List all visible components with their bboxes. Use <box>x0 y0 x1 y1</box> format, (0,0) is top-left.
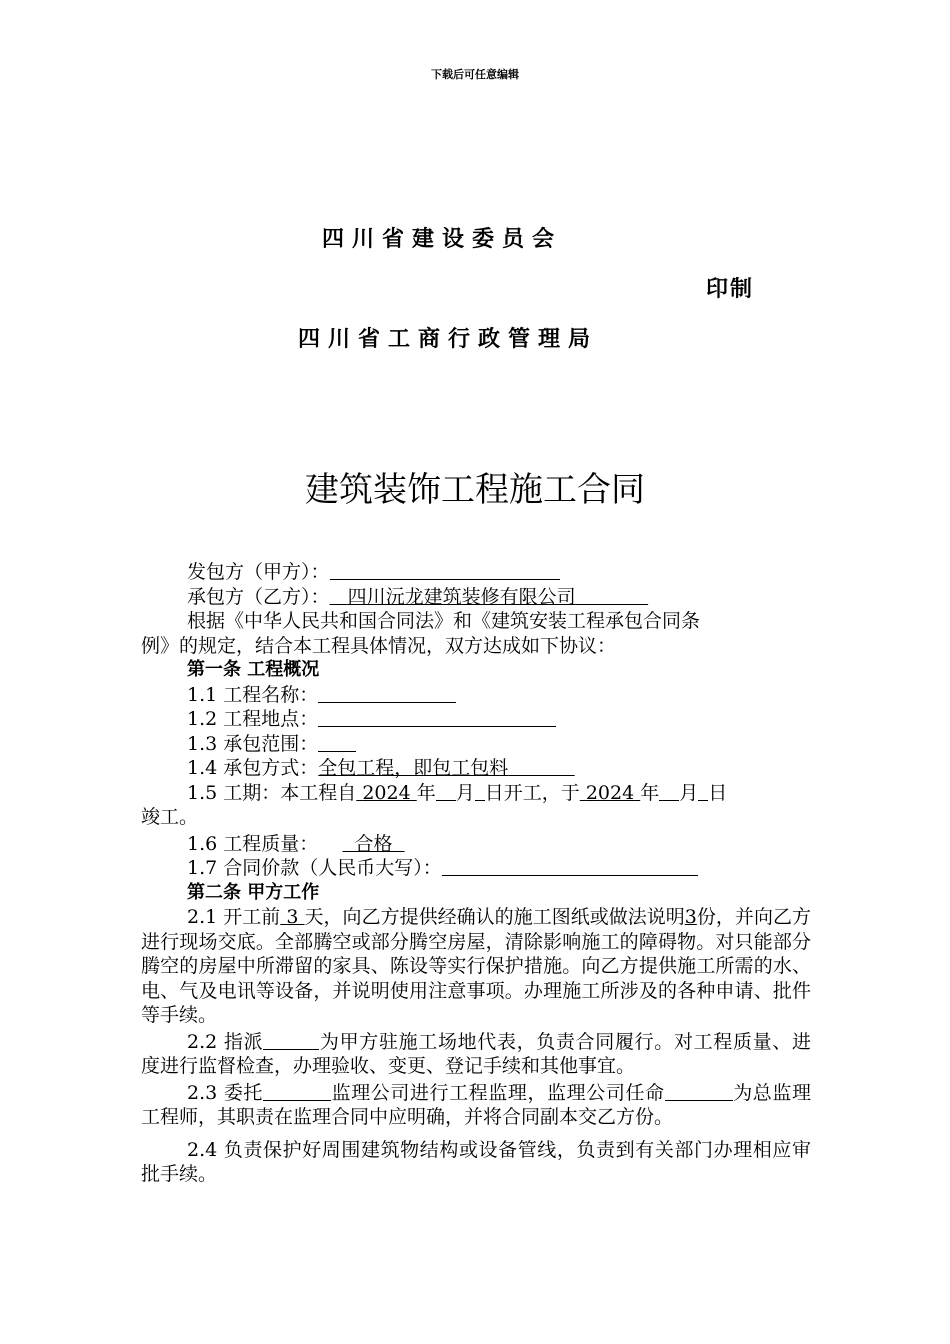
clause-2-4: 2.4 负责保护好周围建筑物结构或设备管线，负责到有关部门办理相应审批手续。 <box>141 1138 811 1185</box>
party-a-label: 发包方（甲方）： <box>187 561 330 583</box>
quality-value: 合格 <box>354 832 393 855</box>
start-day-blank[interactable] <box>475 782 485 801</box>
clause-2-3-text-b: 监理公司进行工程监理，监理公司任命 <box>331 1081 665 1104</box>
period-text-c: 月 <box>455 781 475 804</box>
header-note: 下载后可任意编辑 <box>431 68 519 81</box>
clause-2-2-text-b: 为甲方驻施工场地代表，负责合同履行。对工程质量、进度进行监督检查，办理验收、变更、登记手续和其他事宜。 <box>141 1030 811 1077</box>
start-month-blank[interactable] <box>436 782 456 801</box>
scope-label: 1.3 承包范围： <box>187 732 319 755</box>
clause-2-1-text-c: 份，并向乙方进行现场交底。全部腾空或部分腾空房屋，清除影响施工的障碍物。对只能部分腾空的房屋中所滞留的家具、陈设等实行保护措施。向乙方提供施工所需的水、电、气及电讯等设备，并说明使用注意事项。办理施工所涉及的各种申请、批件等手续。 <box>141 906 811 1026</box>
clause-2-1-text-a: 2.1 开工前 <box>187 906 281 928</box>
clause-2-3 <box>141 1081 811 1130</box>
project-location-line <box>141 707 811 732</box>
contract-mode-line <box>141 756 811 781</box>
period-text-g: 日 <box>708 781 728 804</box>
end-day-blank[interactable] <box>698 782 708 801</box>
contract-body <box>141 560 811 1187</box>
article-2-heading: 第二条 甲方工作 <box>187 881 320 903</box>
price-blank[interactable] <box>442 857 698 876</box>
contract-mode-label: 1.4 承包方式： <box>187 757 319 779</box>
copies-value: 3 <box>684 906 697 928</box>
party-b-label: 承包方（乙方）： <box>187 585 330 608</box>
issuer-construction-committee: 四川省建设委员会 <box>322 227 563 252</box>
period-text-f: 月 <box>679 781 699 804</box>
party-b-value: 四川沅龙建筑装修有限公司 <box>347 585 576 608</box>
end-year: 2024 <box>585 781 635 804</box>
issuer-commerce-bureau: 四川省工商行政管理局 <box>298 327 599 352</box>
period-text-d: 日开工，于 <box>484 781 580 804</box>
price-line <box>141 856 811 881</box>
document-title: 建筑装饰工程施工合同 <box>305 470 645 510</box>
project-location-label: 1.2 工程地点： <box>187 708 319 730</box>
intro-line-1: 根据《中华人民共和国合同法》和《建筑安装工程承包合同条 <box>187 610 701 632</box>
party-a-line <box>141 560 811 585</box>
representative-blank[interactable] <box>263 1031 319 1050</box>
project-location-blank[interactable] <box>318 708 556 727</box>
scope-line <box>141 732 811 757</box>
days-value: 3 <box>286 906 299 928</box>
party-a-blank[interactable] <box>330 561 560 580</box>
clause-2-3-text-c: 为总监理工程师，其职责在监理合同中应明确，并将合同副本交乙方份。 <box>141 1081 811 1128</box>
party-b-line <box>141 585 811 610</box>
period-text-a: 1.5 工期：本工程自 <box>187 781 357 804</box>
intro-line-2: 例》的规定，结合本工程具体情况，双方达成如下协议： <box>141 634 617 657</box>
clause-2-2 <box>141 1030 811 1079</box>
supervisor-company-blank[interactable] <box>263 1082 331 1101</box>
scope-blank[interactable] <box>318 733 356 752</box>
start-year: 2024 <box>362 781 411 804</box>
project-name-label: 1.1 工程名称： <box>187 683 319 706</box>
project-name-blank[interactable] <box>318 684 456 703</box>
clause-2-1 <box>141 905 811 1028</box>
period-line <box>141 781 811 806</box>
end-month-blank[interactable] <box>659 782 679 801</box>
price-label: 1.7 合同价款（人民币大写）： <box>187 857 442 879</box>
period-text-e: 年 <box>640 781 660 804</box>
clause-2-2-text-a: 2.2 指派 <box>187 1030 264 1053</box>
issuer-print-mark: 印制 <box>706 277 755 302</box>
quality-line <box>141 832 811 857</box>
article-1-heading: 第一条 工程概况 <box>187 659 320 680</box>
chief-engineer-blank[interactable] <box>665 1082 733 1101</box>
period-line-end: 竣工。 <box>141 806 199 828</box>
contract-mode-value: 全包工程，即包工包料 <box>318 757 509 779</box>
clause-2-3-text-a: 2.3 委托 <box>187 1081 264 1104</box>
clause-2-1-text-b: 天，向乙方提供经确认的施工图纸或做法说明 <box>304 906 685 928</box>
period-text-b: 年 <box>416 781 436 804</box>
quality-label: 1.6 工程质量： <box>187 832 319 855</box>
project-name-line <box>141 683 811 708</box>
